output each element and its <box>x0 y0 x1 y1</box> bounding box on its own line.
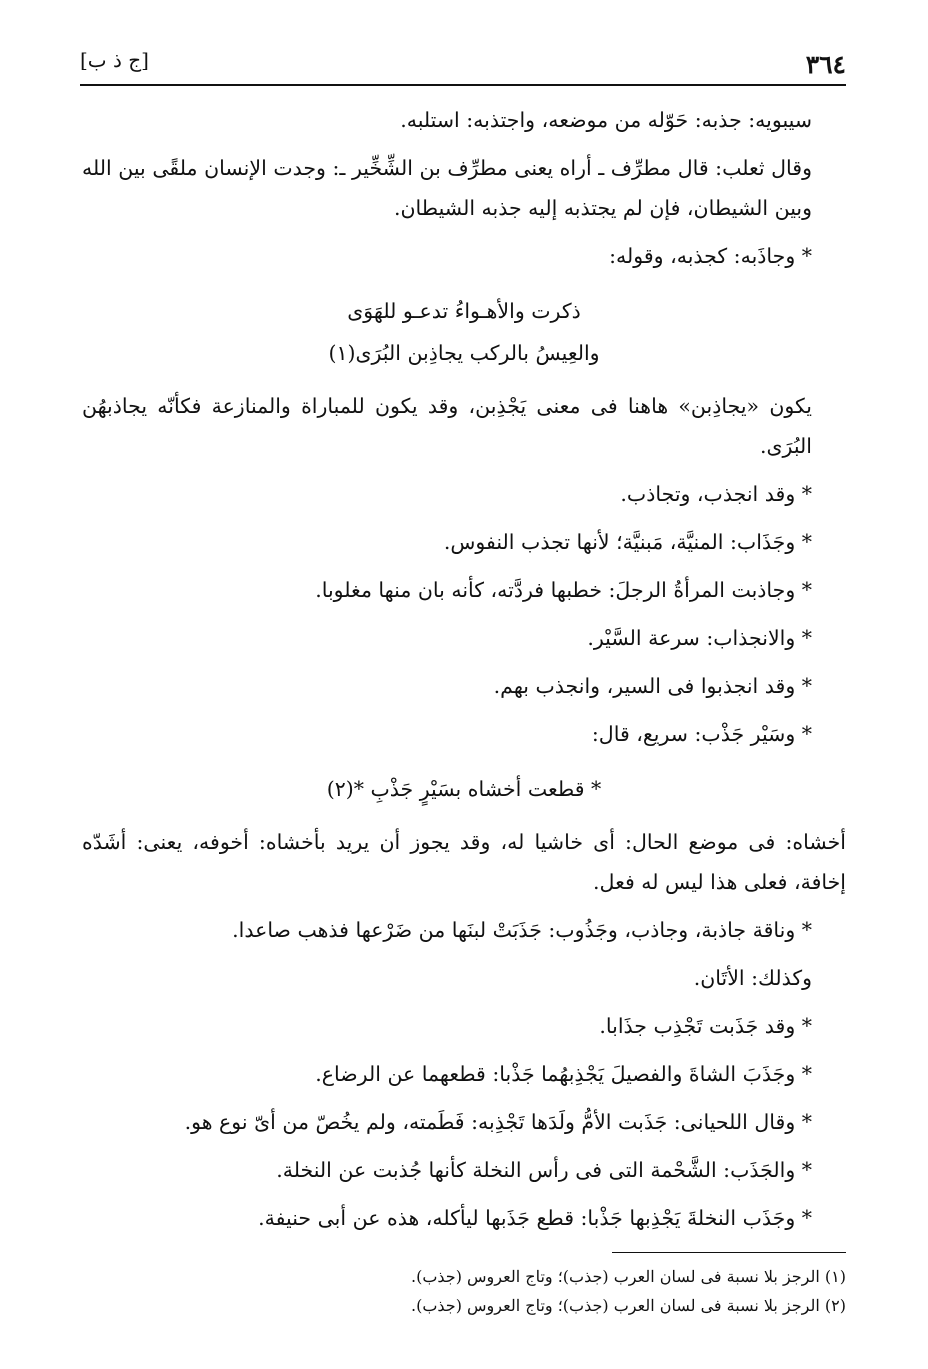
footnote-1: (١) الرجز بلا نسبة فى لسان العرب (جذب)؛ وتاج العروس (جذب). <box>411 1267 846 1286</box>
paragraph: وقال ثعلب: قال مطرِّف ـ أراه يعنى مطرِّف بن الشِّخِّير ـ: وجدت الإنسان ملقًى بين الله وبين الشيطان، فإن لم يجتذبه إليه جذبه الشيطان. <box>82 156 812 220</box>
verse-line: والعِيسُ بالركب يجاذِبن البُرَى(١) <box>328 341 600 365</box>
footnote-rule <box>612 1252 846 1253</box>
paragraph: سيبويه: جذبه: حَوّله من موضعه، واجتذبه: استلبه. <box>400 108 812 132</box>
footnote-2: (٢) الرجز بلا نسبة فى لسان العرب (جذب)؛ وتاج العروس (جذب). <box>411 1296 846 1315</box>
paragraph: * وقد انجذب، وتجاذب. <box>620 482 812 506</box>
paragraph: وكذلك: الأتَان. <box>693 966 812 990</box>
paragraph: * وجَذَب النخلةَ يَجْذِبها جَذْبا: قطع جَذَبها ليأكله، هذه عن أبى حنيفة. <box>258 1206 812 1230</box>
verse-line: ذكرت والأهـواءُ تدعـو للهَوَى <box>347 299 581 323</box>
paragraph: * وقد انجذبوا فى السير، وانجذب بهم. <box>493 674 812 698</box>
paragraph: * وقال اللحيانى: جَذَبت الأمُّ ولَدَها تَجْذِبه: فَطَمته، ولم يخُصّ من أىّ نوع هو. <box>184 1110 812 1134</box>
paragraph: * وجَذَبَ الشاةَ والفصيلَ يَجْذِبهُما جَذْبا: قطعهما عن الرضاع. <box>315 1062 812 1086</box>
paragraph: يكون «يجاذِبن» هاهنا فى معنى يَجْذِبن، وقد يكون للمباراة والمنازعة فكأنّه يجاذبهُن البُرَى. <box>82 394 812 458</box>
page-header <box>80 46 846 86</box>
header-rule <box>80 84 846 86</box>
verse <box>82 768 846 810</box>
paragraph: * وسَيْر جَذْب: سريع، قال: <box>591 722 812 746</box>
running-head-root: [ج ذ ب] <box>80 48 149 72</box>
verse <box>82 290 846 374</box>
paragraph: * والانجذاب: سرعة السَّيْر. <box>587 626 812 650</box>
paragraph: * وقد جَذَبت تَجْذِب جذَابا. <box>599 1014 812 1038</box>
paragraph: * وجَذَاب: المنيَّة، مَبنيَّة؛ لأنها تجذب النفوس. <box>443 530 812 554</box>
verse-line: * قطعت أخشاه بسَيْرٍ جَذْبِ *(٢) <box>326 777 602 801</box>
paragraph: * والجَذَب: الشَّحْمة التى فى رأس النخلة كأنها جُذبت عن النخلة. <box>276 1158 812 1182</box>
page-body <box>82 100 846 1246</box>
paragraph: * وجاذبت المرأةُ الرجلَ: خطبها فردَّته، كأنه بان منها مغلوبا. <box>315 578 812 602</box>
page-number: ٣٦٤ <box>805 50 846 79</box>
paragraph: * وجاذَبه: كجذبه، وقوله: <box>609 244 812 268</box>
footnotes <box>82 1262 846 1320</box>
paragraph: * وناقة جاذبة، وجاذب، وجَذُوب: جَذَبَتْ لبنَها من ضَرْعها فذهب صاعدا. <box>232 918 812 942</box>
paragraph: أخشاه: فى موضع الحال: أى خاشيا له، وقد يجوز أن يريد بأخشاه: أخوفه، يعنى: أشَدّه إخافة، فعلى هذا ليس له فعل. <box>82 830 846 894</box>
